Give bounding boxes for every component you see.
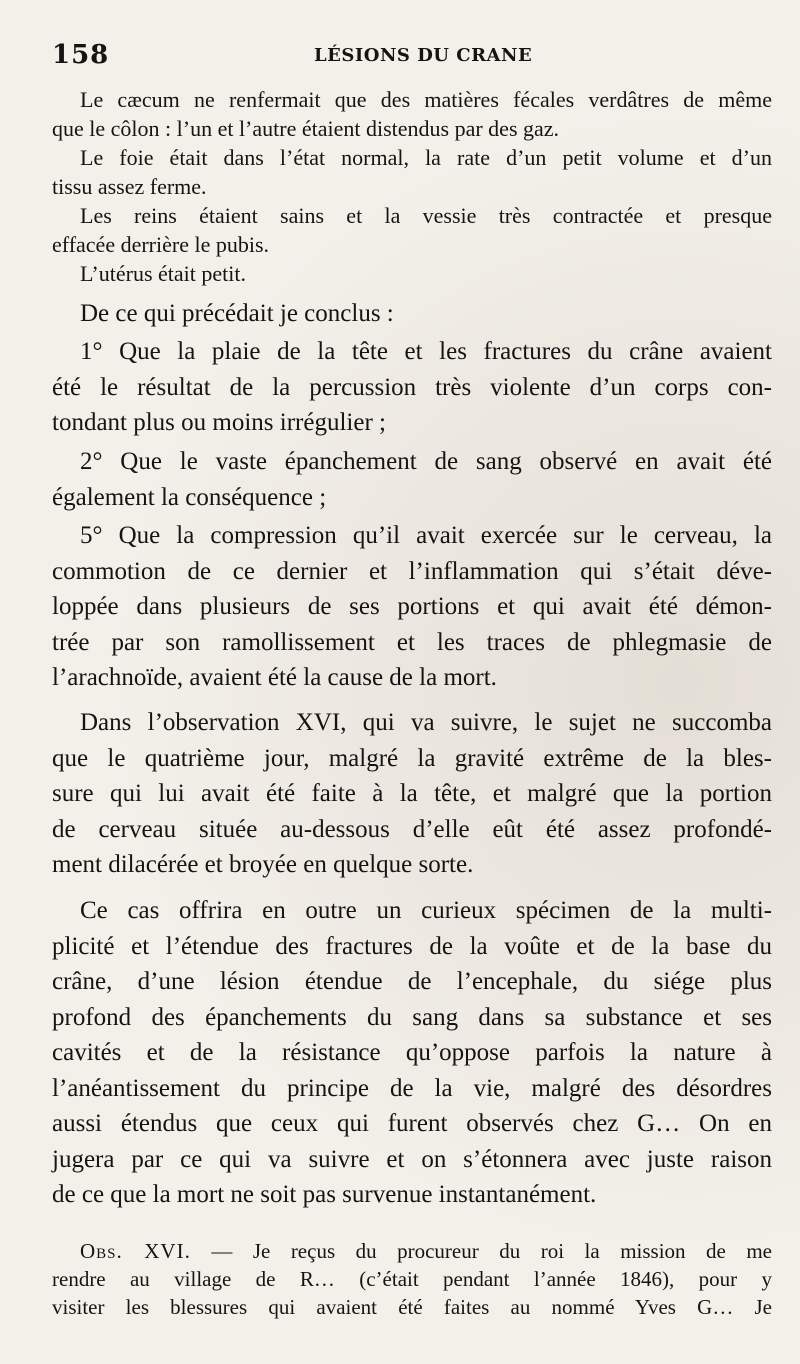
- text-line: rendre au village de R… (c’était pendant l’année 1846), pour y: [52, 1267, 772, 1291]
- observation-text: — Je reçus du procureur du roi la mission de me: [190, 1239, 773, 1263]
- text-line: plicité et l’étendue des fractures de la voûte et de la base du: [52, 932, 772, 960]
- observation-label: Obs. XVI.: [80, 1239, 191, 1263]
- text-line: effacée derrière le pubis.: [52, 232, 270, 257]
- text-line: que le côlon : l’un et l’autre étaient distendus par des gaz.: [52, 116, 560, 141]
- paragraph-observation-intro: [52, 705, 772, 883]
- text-line: de ce que la mort ne soit pas survenue instantanément.: [52, 1181, 597, 1208]
- text-line: Le cæcum ne renfermait que des matières fécales verdâtres de même: [80, 87, 772, 112]
- text-line: Ce cas offrira en outre un curieux spécimen de la multi-: [80, 897, 772, 924]
- text-line: sure qui lui avait été faite à la tête, et malgré que la portion: [52, 780, 772, 807]
- paragraph-foie: [52, 143, 772, 201]
- paragraph-conclusion-intro: [52, 296, 772, 332]
- text-line: été le résultat de la percussion très violente d’un corps con-: [52, 373, 772, 401]
- text-line: que le quatrième jour, malgré la gravité extrême de la bles-: [52, 744, 772, 772]
- page-header: [0, 40, 800, 74]
- text-line: Le foie était dans l’état normal, la rate d’un petit volume et d’un: [80, 145, 772, 170]
- text-line: l’anéantissement du principe de la vie, malgré des désordres: [52, 1074, 772, 1102]
- text-line: jugera par ce qui va suivre et on s’étonnera avec juste raison: [52, 1145, 772, 1173]
- text-line: L’utérus était petit.: [80, 261, 246, 286]
- text-line: loppée dans plusieurs de ses portions et qui avait été démon-: [52, 593, 772, 620]
- paragraph-conclusion-2: [52, 444, 772, 515]
- paragraph-reins: [52, 201, 772, 259]
- paragraph-case-description: [52, 893, 772, 1213]
- text-line: ment dilacérée et broyée en quelque sorte.: [52, 851, 474, 878]
- text-line: 2° Que le vaste épanchement de sang observé en avait été: [80, 448, 772, 475]
- text-line: commotion de ce dernier et l’inflammation qui s’était déve-: [52, 557, 772, 585]
- text-line: de cerveau située au-dessous d’elle eût été assez profondé-: [52, 815, 772, 843]
- text-line: 1° Que la plaie de la tête et les fractures du crâne avaient: [80, 338, 772, 365]
- text-line: cavités et de la résistance qu’oppose parfois la nature à: [52, 1039, 772, 1066]
- text-line: Les reins étaient sains et la vessie très contractée et presque: [80, 203, 772, 228]
- running-title: LÉSIONS DU CRANE: [314, 45, 533, 66]
- paragraph-conclusion-3: [52, 518, 772, 696]
- text-line: [52, 1237, 772, 1265]
- text-line: profond des épanchements du sang dans sa substance et ses: [52, 1003, 772, 1031]
- text-line: tissu assez ferme.: [52, 174, 207, 199]
- paragraph-conclusion-1: [52, 334, 772, 441]
- text-line: visiter les blessures qui avaient été faites au nommé Yves G… Je: [52, 1295, 772, 1319]
- text-line: tondant plus ou moins irrégulier ;: [52, 409, 386, 436]
- page-number: 158: [52, 40, 110, 70]
- text-line: crâne, d’une lésion étendue de l’encephale, du siége plus: [52, 968, 772, 995]
- text-line: aussi étendus que ceux qui furent observés chez G… On en: [52, 1110, 772, 1137]
- text-line: Dans l’observation XVI, qui va suivre, le sujet ne succomba: [80, 709, 772, 736]
- text-line: l’arachnoïde, avaient été la cause de la mort.: [52, 664, 497, 691]
- text-line: De ce qui précédait je conclus :: [80, 300, 394, 327]
- text-line: 5° Que la compression qu’il avait exercée sur le cerveau, la: [80, 522, 772, 549]
- text-line: également la conséquence ;: [52, 483, 327, 511]
- text-line: trée par son ramollissement et les traces de phlegmasie de: [52, 628, 772, 656]
- paragraph-uterus: [52, 259, 772, 288]
- paragraph-obs-xvi: [52, 1237, 772, 1321]
- paragraph-caecum: [52, 85, 772, 143]
